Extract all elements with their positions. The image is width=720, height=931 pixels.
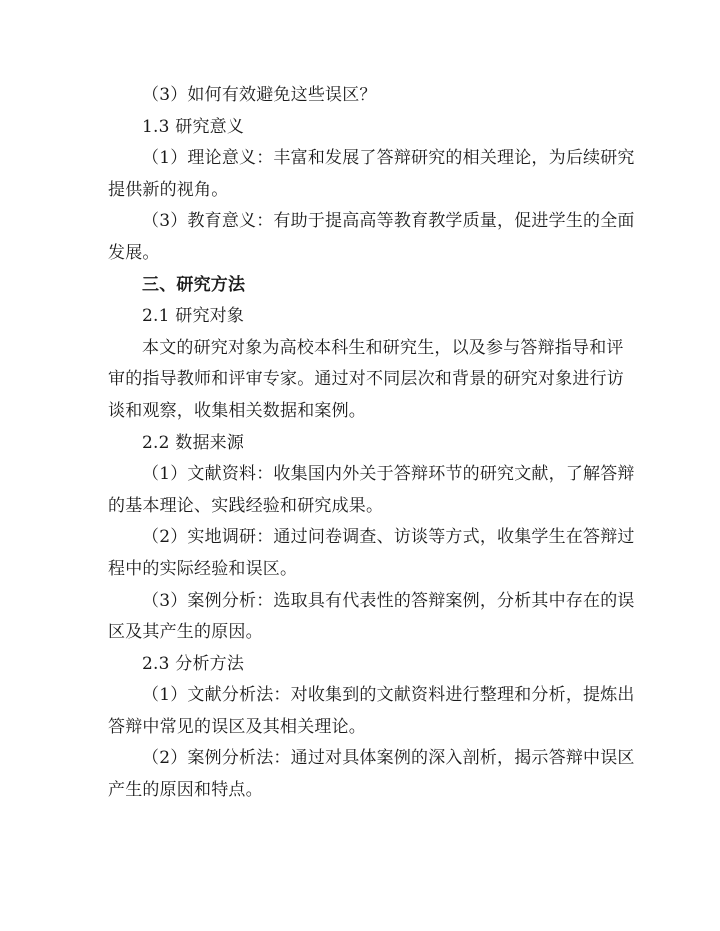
education-significance-line-1: （3）教育意义：有助于提高高等教育教学质量，促进学生的全面 xyxy=(142,211,635,232)
case-analysis-line-2: 区及其产生的原因。 xyxy=(108,622,263,643)
section-2-1-heading: 2.1 研究对象 xyxy=(142,306,245,327)
research-object-paragraph xyxy=(108,333,624,428)
case-analysis-line-1: （3）案例分析：选取具有代表性的答辩案例，分析其中存在的误 xyxy=(142,590,635,611)
literature-method-line-2: 答辩中常见的误区及其相关理论。 xyxy=(108,716,366,737)
theory-significance-line-2: 提供新的视角。 xyxy=(108,179,229,200)
case-analysis-paragraph xyxy=(108,586,635,649)
literature-data-line-1: （1）文献资料：收集国内外关于答辩环节的研究文献，了解答辩 xyxy=(142,464,635,485)
case-method-line-1: （2）案例分析法：通过对具体案例的深入剖析，揭示答辩中误区 xyxy=(142,748,635,769)
theory-significance-line-1: （1）理论意义：丰富和发展了答辩研究的相关理论，为后续研究 xyxy=(142,148,635,169)
section-2-3-heading: 2.3 分析方法 xyxy=(142,653,245,674)
section-1-3-heading: 1.3 研究意义 xyxy=(142,116,245,137)
case-method-paragraph xyxy=(108,743,635,806)
case-method-line-2: 产生的原因和特点。 xyxy=(108,780,263,801)
theory-significance-paragraph xyxy=(108,143,635,206)
section-2-2-heading: 2.2 数据来源 xyxy=(142,432,245,453)
education-significance-line-2: 发展。 xyxy=(108,242,160,263)
question-3: （3）如何有效避免这些误区？ xyxy=(142,85,377,105)
field-research-line-2: 程中的实际经验和误区。 xyxy=(108,558,298,579)
section-3-heading: 三、研究方法 xyxy=(142,274,246,295)
literature-data-paragraph xyxy=(108,459,635,522)
research-object-line-1: 本文的研究对象为高校本科生和研究生，以及参与答辩指导和评 xyxy=(142,337,624,358)
literature-data-line-2: 的基本理论、实践经验和研究成果。 xyxy=(108,495,384,516)
education-significance-paragraph xyxy=(108,206,635,269)
research-object-line-2: 审的指导教师和评审专家。通过对不同层次和背景的研究对象进行访 xyxy=(108,369,624,390)
field-research-paragraph xyxy=(108,522,635,585)
field-research-line-1: （2）实地调研：通过问卷调查、访谈等方式，收集学生在答辩过 xyxy=(142,527,635,548)
research-object-line-3: 谈和观察，收集相关数据和案例。 xyxy=(108,400,366,421)
literature-method-line-1: （1）文献分析法：对收集到的文献资料进行整理和分析，提炼出 xyxy=(142,685,635,706)
document-body xyxy=(108,80,635,807)
literature-method-paragraph xyxy=(108,680,635,743)
